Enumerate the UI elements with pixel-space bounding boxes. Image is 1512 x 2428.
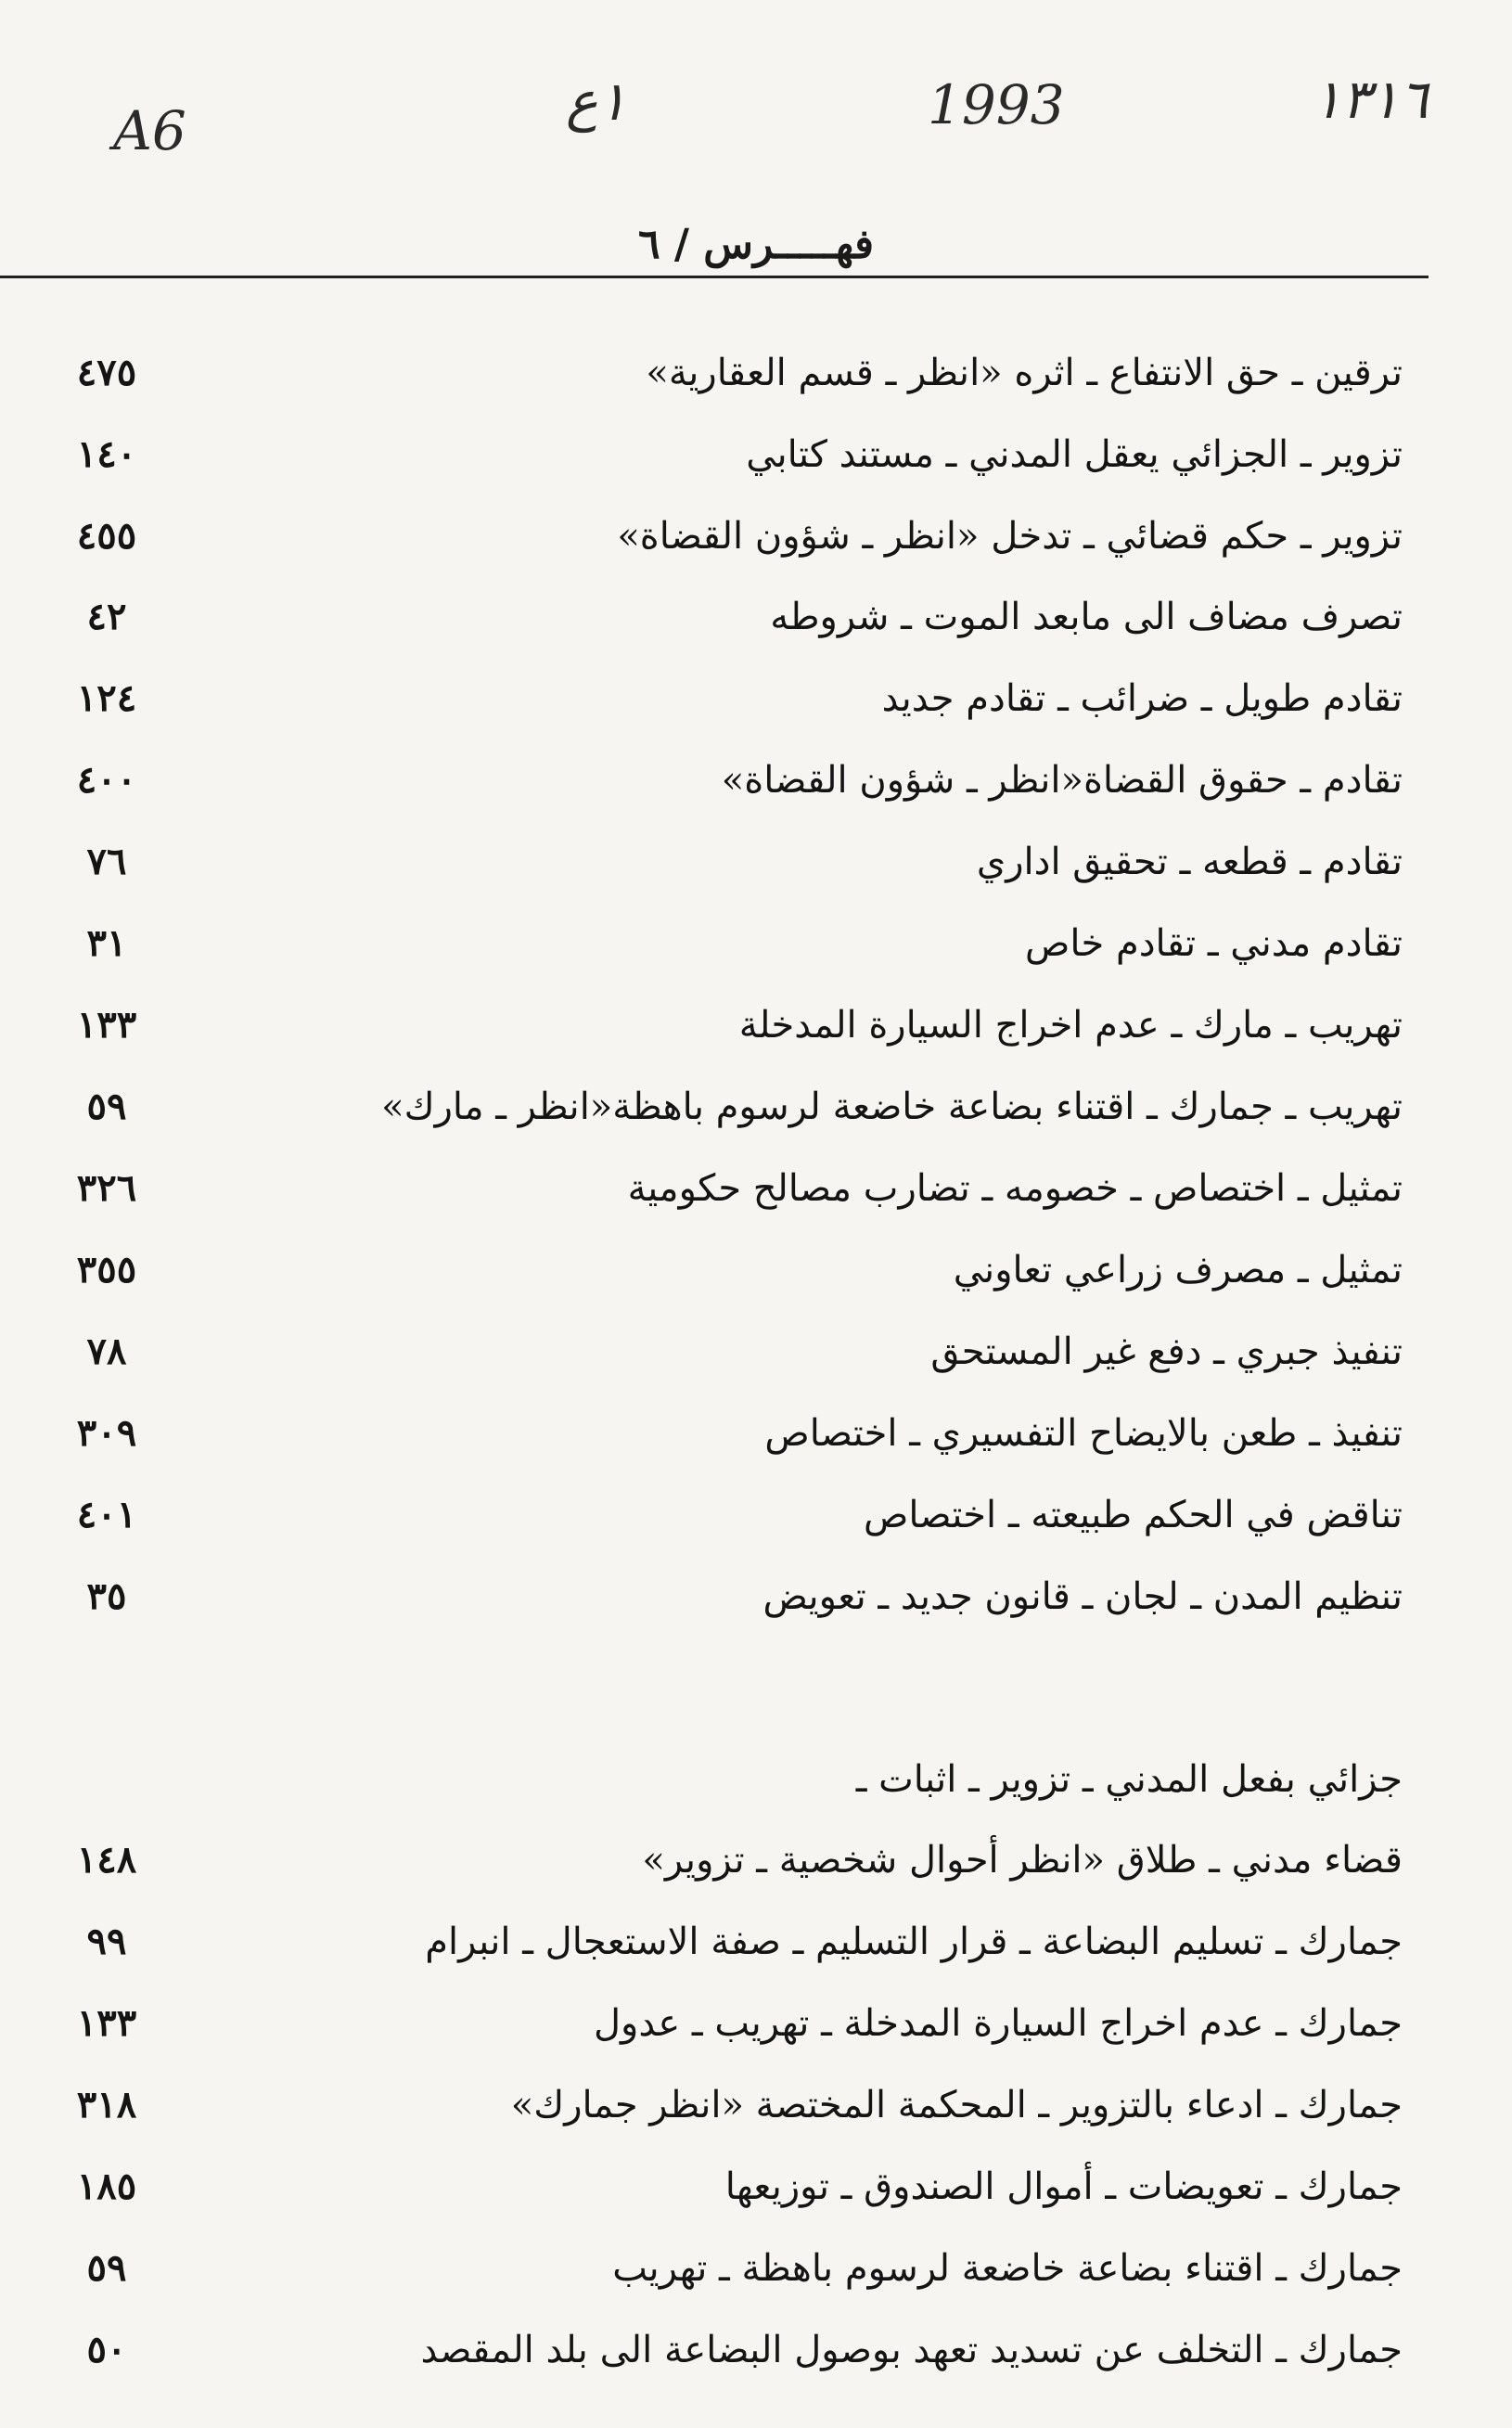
entry-text: ترقين ـ حق الانتفاع ـ اثره «انظر ـ قسم العقارية» bbox=[646, 352, 1403, 394]
index-row bbox=[0, 1742, 1512, 1817]
entry-page: ٧٨ bbox=[86, 1330, 127, 1373]
index-row bbox=[0, 1233, 1512, 1307]
entry-text: جمارك ـ اقتناء بضاعة خاضعة لرسوم باهظة ـ تهريب bbox=[612, 2247, 1403, 2290]
entry-page: ٣١ bbox=[86, 921, 127, 965]
entry-page: ٤٥٥ bbox=[76, 514, 137, 558]
entry-text: تنظيم المدن ـ لجان ـ قانون جديد ـ تعويض bbox=[762, 1575, 1403, 1618]
index-row bbox=[0, 1070, 1512, 1144]
entry-page: ٣٥٥ bbox=[76, 1248, 137, 1291]
handwritten-note-code: ١٣١٦ bbox=[1313, 68, 1429, 131]
entry-text: تصرف مضاف الى مابعد الموت ـ شروطه bbox=[770, 596, 1403, 638]
index-row bbox=[0, 988, 1512, 1062]
entry-page: ٣١٨ bbox=[76, 2083, 137, 2126]
index-row bbox=[0, 662, 1512, 736]
entry-text: تزوير ـ حكم قضائي ـ تدخل «انظر ـ شؤون القضاة» bbox=[617, 515, 1403, 558]
entry-text: جمارك ـ ادعاء بالتزوير ـ المحكمة المختصة «انظر جمارك» bbox=[510, 2084, 1403, 2126]
entry-page: ٣٢٦ bbox=[76, 1166, 137, 1210]
entry-text: تمثيل ـ اختصاص ـ خصومه ـ تضارب مصالح حكومية bbox=[627, 1167, 1403, 1210]
index-row bbox=[0, 1396, 1512, 1471]
entry-text: تمثيل ـ مصرف زراعي تعاوني bbox=[953, 1249, 1403, 1291]
entry-page: ١٤٠ bbox=[76, 432, 137, 476]
entry-page: ١٢٤ bbox=[76, 676, 137, 720]
entry-text: تنفيذ ـ طعن بالايضاح التفسيري ـ اختصاص bbox=[764, 1412, 1403, 1455]
entry-text: قضاء مدني ـ طلاق «انظر أحوال شخصية ـ تزوير» bbox=[642, 1839, 1403, 1882]
entry-page: ٤٠١ bbox=[76, 1493, 137, 1536]
index-row bbox=[0, 743, 1512, 817]
entry-text: تقادم ـ حقوق القضاة«انظر ـ شؤون القضاة» bbox=[721, 759, 1403, 802]
index-row bbox=[0, 2231, 1512, 2306]
entry-text: جمارك ـ تسليم البضاعة ـ قرار التسليم ـ صفة الاستعجال ـ انبرام bbox=[425, 1921, 1403, 1963]
entry-page: ٧٦ bbox=[86, 840, 127, 883]
index-row bbox=[0, 2150, 1512, 2224]
index-row bbox=[0, 825, 1512, 899]
entry-page: ١٨٥ bbox=[76, 2165, 137, 2208]
index-row bbox=[0, 418, 1512, 492]
entry-page: ٤٧٥ bbox=[76, 351, 137, 394]
entry-text: تنفيذ جبري ـ دفع غير المستحق bbox=[930, 1330, 1403, 1373]
entry-text: جمارك ـ التخلف عن تسديد تعهد بوصول البضاعة الى بلد المقصد bbox=[420, 2329, 1403, 2371]
handwritten-note-left: A6 bbox=[113, 99, 186, 162]
entry-text: تهريب ـ جمارك ـ اقتناء بضاعة خاضعة لرسوم باهظة«انظر ـ مارك» bbox=[381, 1086, 1403, 1128]
handwritten-note-series: ١ع bbox=[566, 70, 627, 133]
entry-text: تهريب ـ مارك ـ عدم اخراج السيارة المدخلة bbox=[738, 1004, 1403, 1047]
entry-page: ٥٠ bbox=[86, 2328, 127, 2371]
entry-page: ١٣٣ bbox=[76, 1003, 137, 1047]
index-row bbox=[0, 2068, 1512, 2142]
index-row bbox=[0, 1823, 1512, 1897]
entry-page: ١٤٨ bbox=[76, 1838, 137, 1882]
index-row bbox=[0, 499, 1512, 573]
index-row bbox=[0, 1151, 1512, 1226]
entry-page: ٤٠٠ bbox=[76, 758, 137, 802]
index-row bbox=[0, 580, 1512, 654]
entry-page: ٣٠٩ bbox=[76, 1411, 137, 1455]
entry-page: ٩٩ bbox=[86, 1920, 127, 1963]
entry-page: ٣٥ bbox=[86, 1574, 127, 1618]
entry-page: ٤٢ bbox=[86, 595, 127, 638]
entry-page: ١٣٣ bbox=[76, 2001, 137, 2045]
entry-page: ٥٩ bbox=[86, 1085, 127, 1128]
index-row bbox=[0, 1905, 1512, 1979]
entry-text: جزائي بفعل المدني ـ تزوير ـ اثبات ـ bbox=[855, 1758, 1403, 1801]
entry-text: جمارك ـ عدم اخراج السيارة المدخلة ـ تهريب ـ عدول bbox=[593, 2002, 1403, 2045]
handwritten-note-year: 1993 bbox=[928, 73, 1065, 136]
index-row bbox=[0, 1315, 1512, 1389]
entry-text: تزوير ـ الجزائي يعقل المدني ـ مستند كتابي bbox=[746, 433, 1403, 476]
entry-text: تقادم مدني ـ تقادم خاص bbox=[1024, 922, 1403, 965]
index-row bbox=[0, 2313, 1512, 2387]
index-row bbox=[0, 1478, 1512, 1552]
entry-text: تناقض في الحكم طبيعته ـ اختصاص bbox=[863, 1494, 1403, 1536]
page-title: فهـــــرس / ٦ bbox=[637, 221, 875, 268]
entry-text: تقادم طويل ـ ضرائب ـ تقادم جديد bbox=[881, 677, 1403, 720]
index-row bbox=[0, 1986, 1512, 2061]
index-row bbox=[0, 1560, 1512, 1634]
entry-page: ٥٩ bbox=[86, 2246, 127, 2290]
entry-text: جمارك ـ تعويضات ـ أموال الصندوق ـ توزيعها bbox=[724, 2165, 1403, 2208]
entry-text: تقادم ـ قطعه ـ تحقيق اداري bbox=[976, 841, 1403, 883]
index-row bbox=[0, 336, 1512, 410]
index-row bbox=[0, 906, 1512, 981]
